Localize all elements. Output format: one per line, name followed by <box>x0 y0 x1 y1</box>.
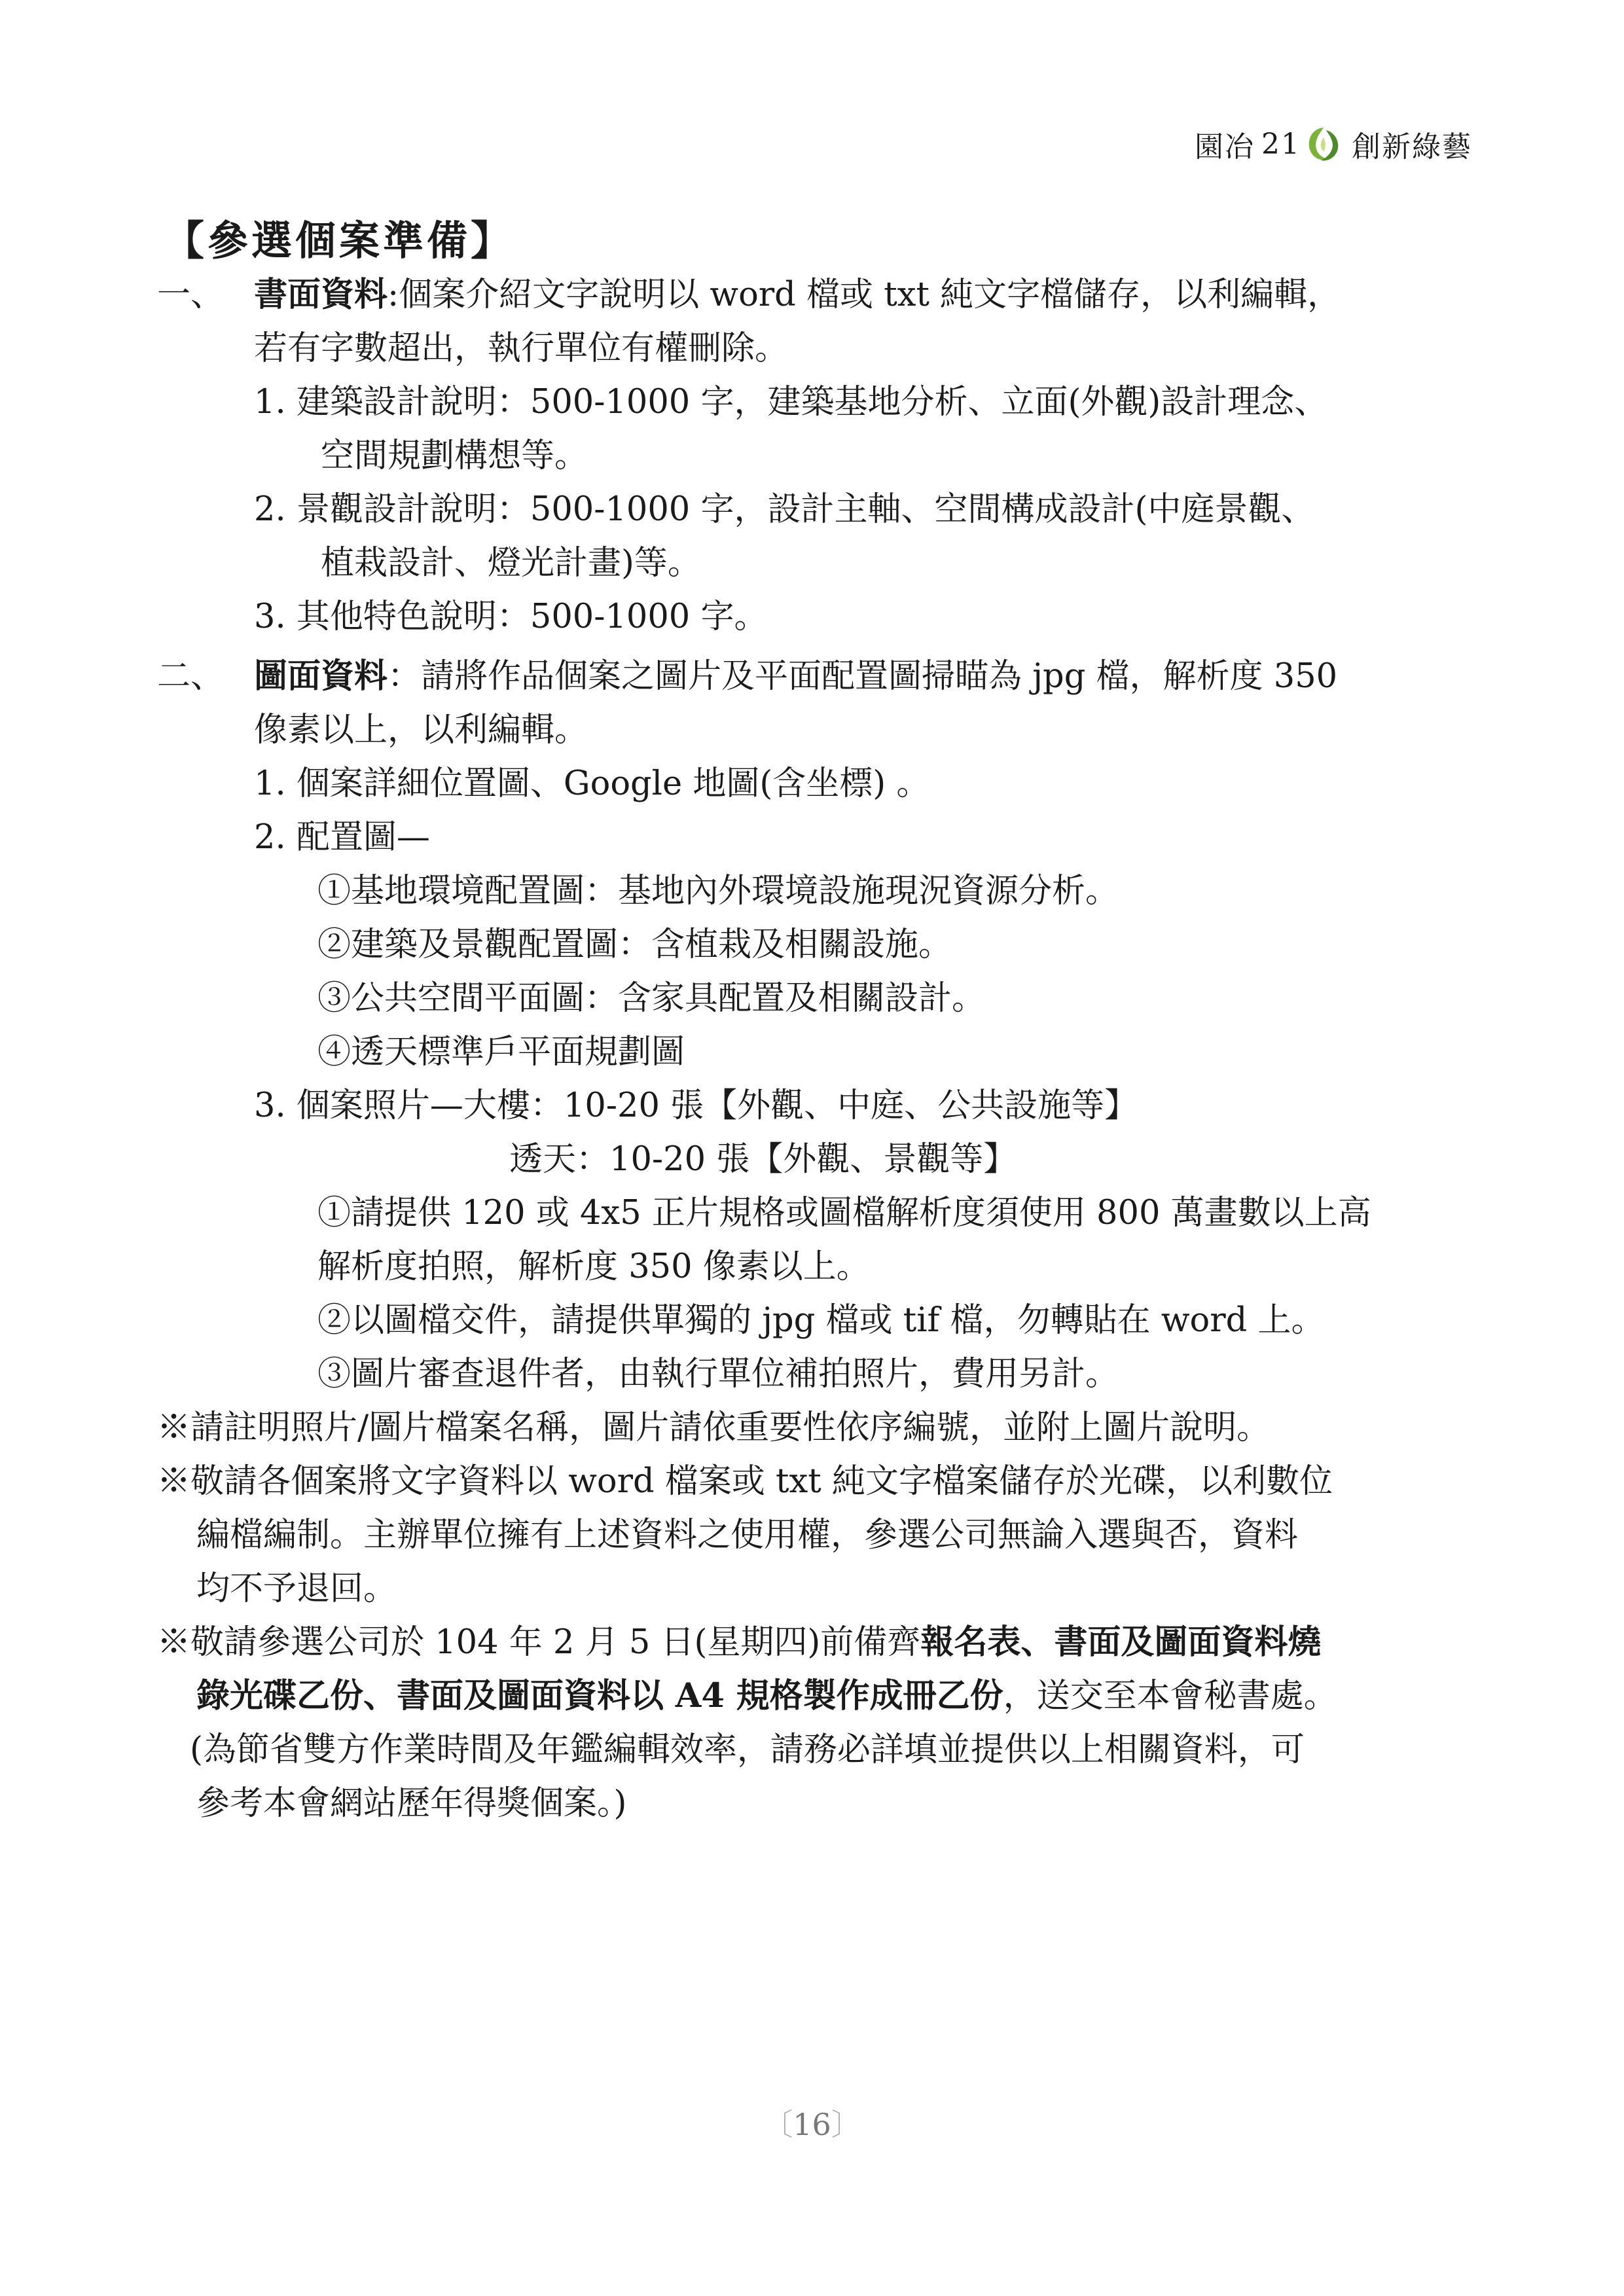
photo-note-2: ②以圖檔交件，請提供單獨的 jpg 檔或 tif 檔，勿轉貼在 word 上。 <box>317 1301 1325 1340</box>
note-2-cont-1: 編檔編制。主辦單位擁有上述資料之使用權，參選公司無論入選與否，資料 <box>196 1516 1299 1554</box>
page-number-value: 16 <box>793 2107 831 2142</box>
section-2-item-3: 3. 個案照片—大樓：10-20 張【外觀、中庭、公共設施等】 <box>254 1086 1138 1125</box>
note-3-text: ※敬請參選公司於 104 年 2 月 5 日(星期四)前備齊 <box>157 1623 921 1662</box>
section-1-marker: 一、 <box>157 276 225 314</box>
note-2-cont-2: 均不予退回。 <box>196 1570 397 1608</box>
section-2-heading <box>157 656 1337 696</box>
note-3-cont-1 <box>196 1676 1337 1716</box>
note-1: ※請註明照片/圖片檔案名稱，圖片請依重要性依序編號，並附上圖片說明。 <box>157 1408 1271 1447</box>
section-1-item-3: 3. 其他特色說明：500-1000 字。 <box>254 598 768 636</box>
section-2-marker: 二、 <box>157 657 225 696</box>
header-slogan: 創新綠藝 <box>1352 130 1472 164</box>
photo-note-1: ①請提供 120 或 4x5 正片規格或圖檔解析度須使用 800 萬畫數以上高 <box>317 1194 1371 1232</box>
section-2-label: 圖面資料 <box>254 656 388 696</box>
section-2-item-1: 1. 個案詳細位置圖、Google 地圖(含坐標) 。 <box>254 764 930 803</box>
note-3-text-cont: ，送交至本會秘書處。 <box>1003 1677 1337 1715</box>
page-number-right-bracket: 〕 <box>831 2107 861 2142</box>
header-org: 園冶 <box>1195 130 1255 164</box>
section-2-cont: 像素以上，以利編輯。 <box>254 711 588 749</box>
section-1-item-2-cont: 植栽設計、燈光計畫)等。 <box>321 544 701 583</box>
page-title: 【參選個案準備】 <box>164 217 515 264</box>
section-1-text: :個案介紹文字說明以 word 檔或 txt 純文字檔儲存，以利編輯， <box>388 276 1341 314</box>
section-1-item-2: 2. 景觀設計說明：500-1000 字，設計主軸、空間構成設計(中庭景觀、 <box>254 490 1315 529</box>
section-2-text: ：請將作品個案之圖片及平面配置圖掃瞄為 jpg 檔，解析度 350 <box>388 657 1338 696</box>
layout-item-1: ①基地環境配置圖：基地內外環境設施現況資源分析。 <box>317 872 1119 910</box>
note-3 <box>157 1623 1321 1662</box>
section-1-item-1-cont: 空間規劃構想等。 <box>321 437 588 475</box>
note-3-cont-2: (為節省雙方作業時間及年鑑編輯效率，請務必詳填並提供以上相關資料，可 <box>190 1731 1305 1769</box>
section-1-heading <box>157 275 1341 315</box>
green-leaf-swirl-logo-icon <box>1305 124 1343 164</box>
header-edition: 21 <box>1261 127 1301 161</box>
photo-note-1-cont: 解析度拍照，解析度 350 像素以上。 <box>317 1247 870 1286</box>
note-2: ※敬請各個案將文字資料以 word 檔案或 txt 純文字檔案儲存於光碟，以利數位 <box>157 1462 1333 1501</box>
section-2-item-2: 2. 配置圖— <box>254 818 430 857</box>
photo-note-3: ③圖片審查退件者，由執行單位補拍照片，費用另計。 <box>317 1355 1119 1393</box>
note-3-cont-3: 參考本會網站歷年得獎個案。) <box>196 1784 627 1823</box>
page-number-left-bracket: 〔 <box>763 2107 793 2142</box>
layout-item-2: ②建築及景觀配置圖：含植栽及相關設施。 <box>317 925 952 964</box>
section-2-item-3-cont: 透天：10-20 張【外觀、景觀等】 <box>509 1140 1017 1179</box>
note-3-bold: 報名表、書面及圖面資料燒 <box>920 1623 1322 1662</box>
section-1-cont: 若有字數超出，執行單位有權刪除。 <box>254 329 789 368</box>
layout-item-4: ④透天標準戶平面規劃圖 <box>317 1033 685 1071</box>
section-1-label: 書面資料 <box>254 275 388 314</box>
page-header <box>1195 115 1472 173</box>
section-1-item-1: 1. 建築設計說明：500-1000 字，建築基地分析、立面(外觀)設計理念、 <box>254 383 1328 422</box>
page-number <box>0 2101 1624 2144</box>
note-3-bold-cont: 錄光碟乙份、書面及圖面資料以 A4 規格製作成冊乙份 <box>196 1676 1003 1715</box>
layout-item-3: ③公共空間平面圖：含家具配置及相關設計。 <box>317 979 986 1018</box>
